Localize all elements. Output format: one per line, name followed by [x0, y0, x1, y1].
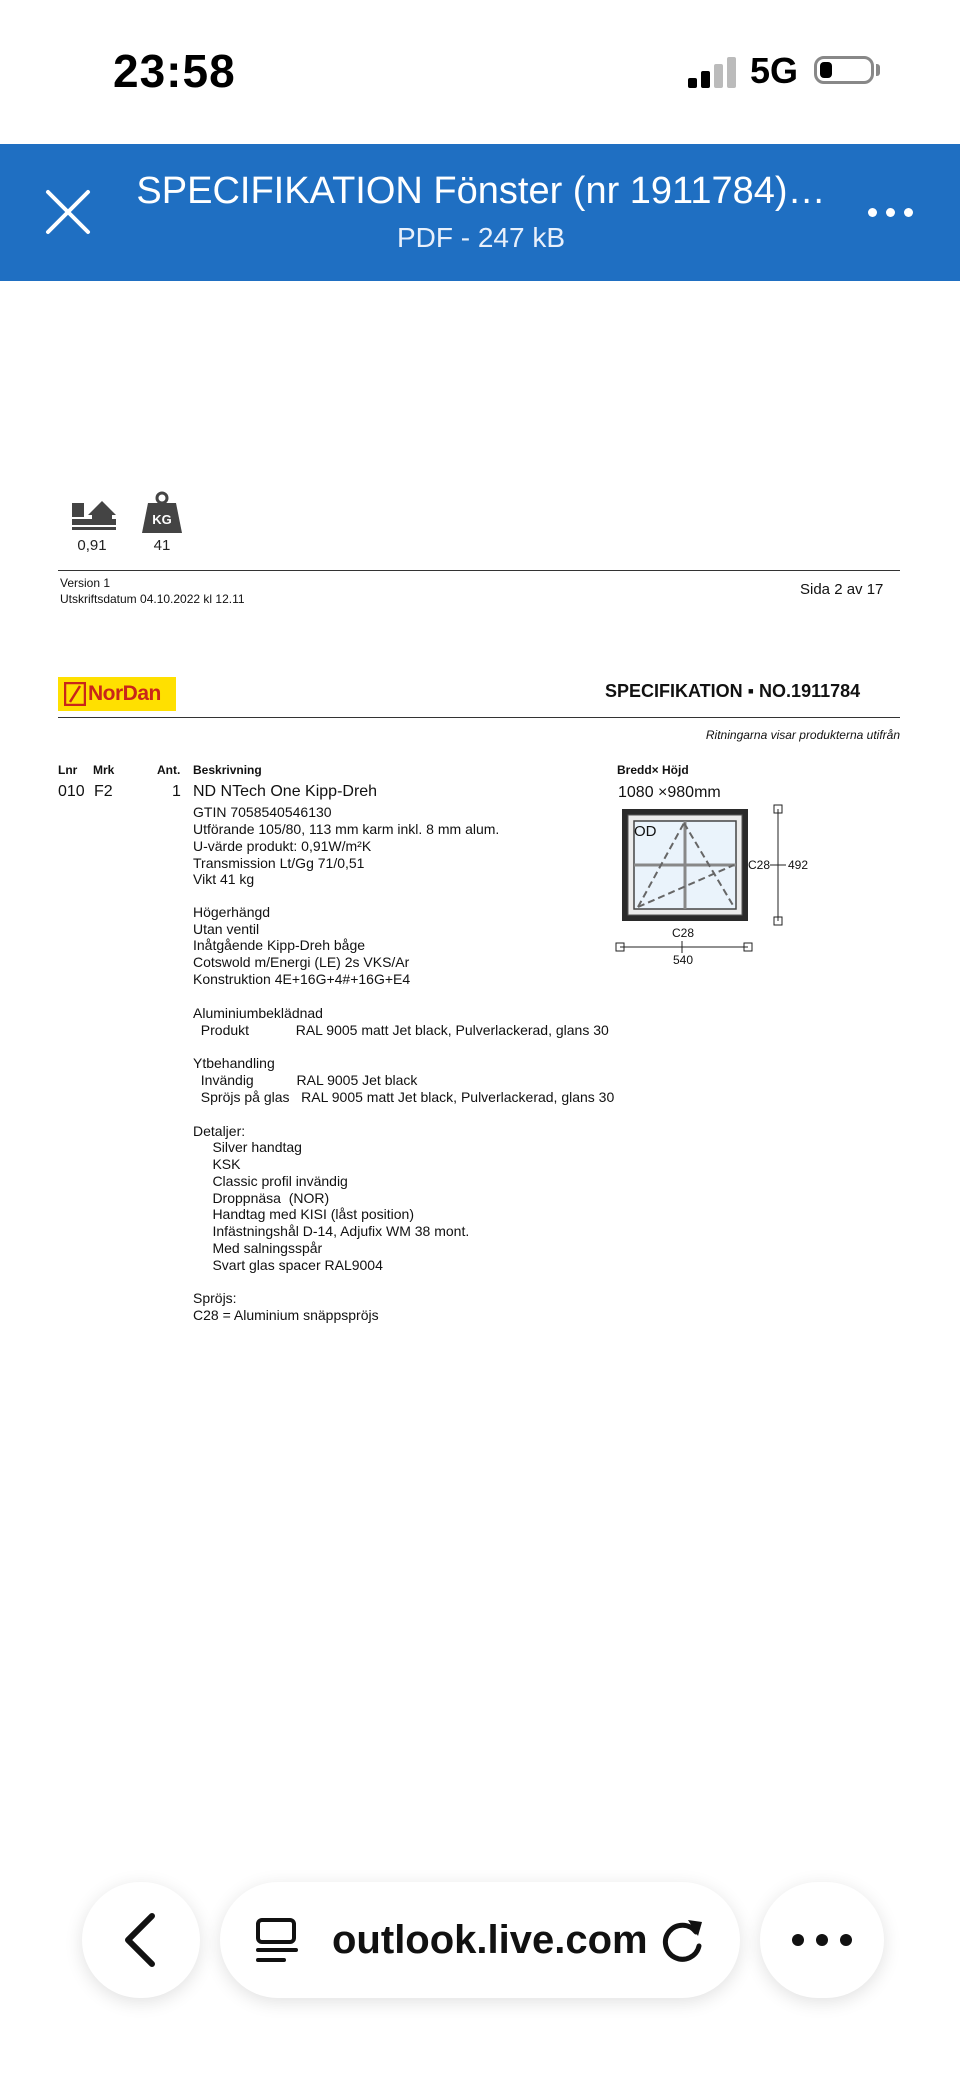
desc-line: Inåtgående Kipp-Dreh båge: [193, 937, 366, 953]
window-drawing: [610, 801, 830, 966]
document-subtitle: PDF - 247 kB: [396, 222, 566, 253]
desc-line: Spröjs på glas RAL 9005 matt Jet black, Pulverlackerad, glans 30: [193, 1089, 615, 1105]
desc-line: ND NTech One Kipp-Dreh: [193, 783, 378, 800]
title-divider: [58, 717, 900, 718]
close-button[interactable]: [40, 184, 96, 240]
cellular-signal-icon: [688, 56, 738, 88]
row-mrk: F2: [94, 783, 113, 800]
weight-kg-icon: [138, 491, 186, 535]
row-lnr: 010: [58, 783, 85, 800]
desc-line: Silver handtag: [193, 1139, 302, 1155]
desc-line: C28 = Aluminium snäppspröjs: [193, 1307, 379, 1323]
document-title: SPECIFIKATION Fönster (nr 1911784)…: [136, 170, 826, 212]
nordan-logo: [58, 677, 176, 711]
desc-line: KSK: [193, 1156, 241, 1172]
desc-line: Droppnäsa (NOR): [193, 1190, 330, 1206]
svg-text:KG: KG: [152, 512, 172, 527]
desc-line: Ytbehandling: [193, 1055, 275, 1071]
desc-line: Classic profil invändig: [193, 1173, 348, 1189]
status-bar: [0, 0, 960, 144]
od-label: OD: [634, 823, 657, 840]
col-desc: Beskrivning: [193, 763, 262, 777]
desc-line: Transmission Lt/Gg 71/0,51: [193, 855, 365, 871]
desc-line: Detaljer:: [193, 1123, 246, 1139]
col-dims: Bredd× Höjd: [617, 763, 689, 777]
bottom-bar-label: C28: [672, 926, 695, 940]
back-button[interactable]: [82, 1882, 200, 1998]
reload-icon[interactable]: [658, 1916, 706, 1966]
browser-menu-button[interactable]: [760, 1882, 884, 1998]
battery-cap: [876, 64, 880, 76]
row-ant: 1: [172, 783, 181, 800]
desc-line: GTIN 7058540546130: [193, 804, 332, 820]
desc-line: Konstruktion 4E+16G+4#+16G+E4: [193, 971, 411, 987]
desc-line: Infästningshål D-14, Adjufix WM 38 mont.: [193, 1223, 470, 1239]
more-options-button[interactable]: [868, 192, 916, 232]
spec-heading: SPECIFIKATION ▪ NO.1911784: [605, 681, 861, 701]
battery-icon: [814, 56, 874, 84]
network-type: 5G: [750, 50, 799, 91]
col-mrk: Mrk: [93, 763, 115, 777]
address-bar[interactable]: [220, 1882, 740, 1998]
desc-line: Cotswold m/Energi (LE) 2s VKS/Ar: [193, 954, 410, 970]
desc-line: Spröjs:: [193, 1290, 237, 1306]
status-time: 23:58: [113, 45, 236, 97]
desc-line: Vikt 41 kg: [193, 871, 255, 887]
chevron-left-icon: [120, 1912, 160, 1968]
desc-line: Handtag med KISI (låst position): [193, 1206, 414, 1222]
desc-line: Utförande 105/80, 113 mm karm inkl. 8 mm alum.: [193, 821, 500, 837]
url-text: outlook.live.com: [332, 1918, 648, 1962]
desc-line: Utan ventil: [193, 921, 260, 937]
row-dims: 1080 ×980mm: [618, 784, 721, 801]
desc-line: Högerhängd: [193, 904, 271, 920]
close-icon: [40, 184, 96, 240]
logo-text: NorDan: [88, 682, 161, 705]
col-ant: Ant.: [157, 763, 181, 777]
desc-line: Aluminiumbeklädnad: [193, 1005, 323, 1021]
energy-house-icon: [70, 493, 118, 537]
height-value: 492: [788, 858, 809, 872]
version-label: Version 1: [60, 576, 111, 590]
pdf-page[interactable]: [0, 281, 960, 1881]
width-value: 540: [673, 953, 694, 966]
drawing-note: Ritningarna visar produkterna utifrån: [705, 728, 900, 742]
page-number: Sida 2 av 17: [800, 581, 884, 598]
energy-value: 0,91: [77, 537, 107, 554]
header-divider: [58, 570, 900, 571]
side-bar-label: C28: [748, 858, 771, 872]
desc-line: Produkt RAL 9005 matt Jet black, Pulverlackerad, glans 30: [193, 1022, 609, 1038]
viewer-header: [0, 144, 960, 281]
desc-line: Svart glas spacer RAL9004: [193, 1257, 383, 1273]
print-date: Utskriftsdatum 04.10.2022 kl 12.11: [60, 592, 245, 606]
desc-line: U-värde produkt: 0,91W/m²K: [193, 838, 372, 854]
weight-value: 41: [153, 537, 171, 554]
desc-line: Invändig RAL 9005 Jet black: [193, 1072, 418, 1088]
desc-line: Med salningsspår: [193, 1240, 323, 1256]
reader-view-icon: [254, 1918, 300, 1964]
col-lnr: Lnr: [58, 763, 78, 777]
